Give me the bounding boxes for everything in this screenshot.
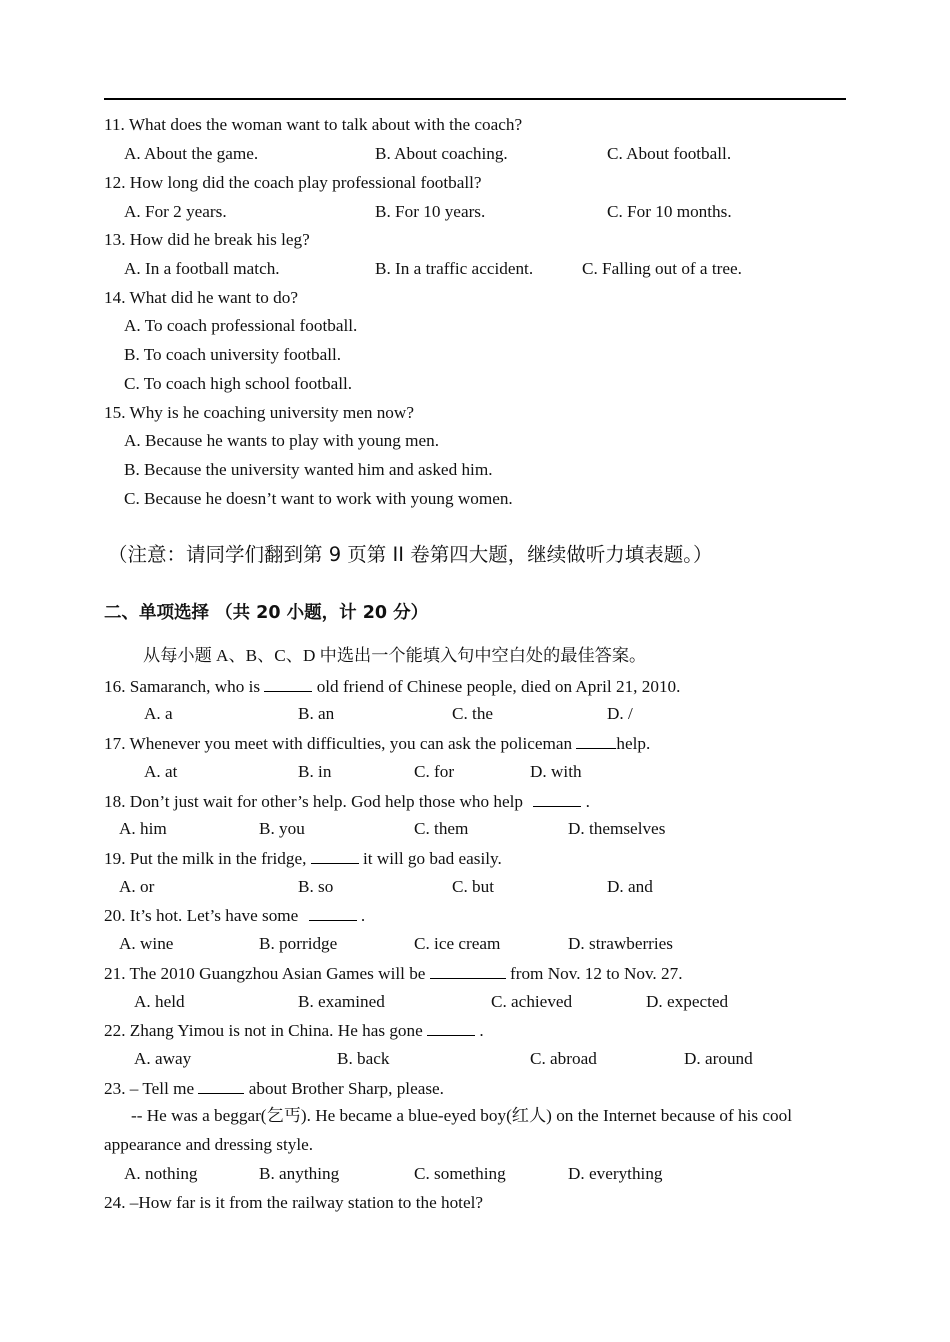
q23-option-b: B. anything bbox=[259, 1164, 340, 1183]
q14-option-b: B. To coach university football. bbox=[124, 345, 342, 364]
q23-option-c: C. something bbox=[414, 1164, 506, 1183]
q20-option-c: C. ice cream bbox=[414, 934, 501, 953]
q16-option-b: B. an bbox=[298, 704, 335, 723]
q18-option-c: C. them bbox=[414, 819, 469, 838]
answer-blank bbox=[533, 790, 581, 807]
q23-option-a: A. nothing bbox=[124, 1164, 198, 1183]
q22-option-a: A. away bbox=[134, 1049, 192, 1068]
q11-stem: 11. What does the woman want to talk about with the coach? bbox=[104, 115, 523, 134]
header-rule bbox=[104, 98, 846, 100]
answer-blank bbox=[430, 962, 506, 979]
q11-option-b: B. About coaching. bbox=[375, 144, 508, 163]
q21-option-c: C. achieved bbox=[491, 992, 573, 1011]
q21-option-a: A. held bbox=[134, 992, 185, 1011]
q18-option-d: D. themselves bbox=[568, 819, 666, 838]
q16-option-c: C. the bbox=[452, 704, 494, 723]
q12-stem: 12. How long did the coach play professional football? bbox=[104, 173, 482, 192]
q18-option-b: B. you bbox=[259, 819, 305, 838]
q13-option-a: A. In a football match. bbox=[124, 259, 280, 278]
q14-option-c: C. To coach high school football. bbox=[124, 374, 353, 393]
q21-stem: 21. The 2010 Guangzhou Asian Games will be from Nov. 12 to Nov. 27. bbox=[104, 964, 683, 983]
q21-option-d: D. expected bbox=[646, 992, 729, 1011]
q21-option-b: B. examined bbox=[298, 992, 385, 1011]
q20-option-a: A. wine bbox=[119, 934, 174, 953]
q23-stem: 23. – Tell me about Brother Sharp, please. bbox=[104, 1079, 444, 1098]
answer-blank bbox=[264, 675, 312, 692]
q12-option-c: C. For 10 months. bbox=[607, 202, 732, 221]
q20-option-d: D. strawberries bbox=[568, 934, 673, 953]
answer-blank bbox=[427, 1019, 475, 1036]
q17-option-a: A. at bbox=[144, 762, 178, 781]
q13-option-b: B. In a traffic accident. bbox=[375, 259, 534, 278]
q18-stem: 18. Don’t just wait for other’s help. God help those who help . bbox=[104, 792, 590, 811]
q17-option-d: D. with bbox=[530, 762, 582, 781]
q16-option-d: D. / bbox=[607, 704, 633, 723]
q17-option-c: C. for bbox=[414, 762, 455, 781]
q22-option-b: B. back bbox=[337, 1049, 390, 1068]
q14-option-a: A. To coach professional football. bbox=[124, 316, 358, 335]
q14-stem: 14. What did he want to do? bbox=[104, 288, 298, 307]
q11-option-a: A. About the game. bbox=[124, 144, 259, 163]
q12-option-a: A. For 2 years. bbox=[124, 202, 227, 221]
q19-option-d: D. and bbox=[607, 877, 653, 896]
q23-option-d: D. everything bbox=[568, 1164, 663, 1183]
q19-option-c: C. but bbox=[452, 877, 495, 896]
q16-stem: 16. Samaranch, who is old friend of Chinese people, died on April 21, 2010. bbox=[104, 677, 681, 696]
answer-blank bbox=[198, 1077, 244, 1094]
q15-stem: 15. Why is he coaching university men now? bbox=[104, 403, 414, 422]
q17-option-b: B. in bbox=[298, 762, 332, 781]
q22-option-c: C. abroad bbox=[530, 1049, 597, 1068]
q15-option-c: C. Because he doesn’t want to work with young women. bbox=[124, 489, 513, 508]
section-instruction: 从每小题 A、B、C、D 中选出一个能填入句中空白处的最佳答案。 bbox=[143, 646, 647, 665]
q15-option-a: A. Because he wants to play with young men. bbox=[124, 431, 440, 450]
q17-stem: 17. Whenever you meet with difficulties, you can ask the policeman help. bbox=[104, 734, 651, 753]
answer-blank bbox=[309, 904, 357, 921]
q19-stem: 19. Put the milk in the fridge, it will go bad easily. bbox=[104, 849, 502, 868]
q23-reply: -- He was a beggar(乞丐). He became a blue-eyed boy(红人) on the Internet because of his cool appearance and dressing style. bbox=[104, 1106, 792, 1154]
q20-option-b: B. porridge bbox=[259, 934, 338, 953]
q13-option-c: C. Falling out of a tree. bbox=[582, 259, 742, 278]
q22-stem: 22. Zhang Yimou is not in China. He has gone . bbox=[104, 1021, 484, 1040]
answer-blank bbox=[311, 847, 359, 864]
q19-option-a: A. or bbox=[119, 877, 155, 896]
listening-note: （注意：请同学们翻到第 9 页第 II 卷第四大题，继续做听力填表题。） bbox=[108, 543, 713, 566]
q15-option-b: B. Because the university wanted him and asked him. bbox=[124, 460, 493, 479]
section-heading: 二、单项选择 （共 20 小题，计 20 分） bbox=[104, 603, 429, 623]
q24-stem: 24. –How far is it from the railway station to the hotel? bbox=[104, 1193, 483, 1212]
q18-option-a: A. him bbox=[119, 819, 167, 838]
q22-option-d: D. around bbox=[684, 1049, 753, 1068]
q19-option-b: B. so bbox=[298, 877, 334, 896]
q16-option-a: A. a bbox=[144, 704, 173, 723]
q20-stem: 20. It’s hot. Let’s have some . bbox=[104, 906, 366, 925]
q11-option-c: C. About football. bbox=[607, 144, 732, 163]
q13-stem: 13. How did he break his leg? bbox=[104, 230, 310, 249]
answer-blank bbox=[576, 732, 616, 749]
q12-option-b: B. For 10 years. bbox=[375, 202, 486, 221]
